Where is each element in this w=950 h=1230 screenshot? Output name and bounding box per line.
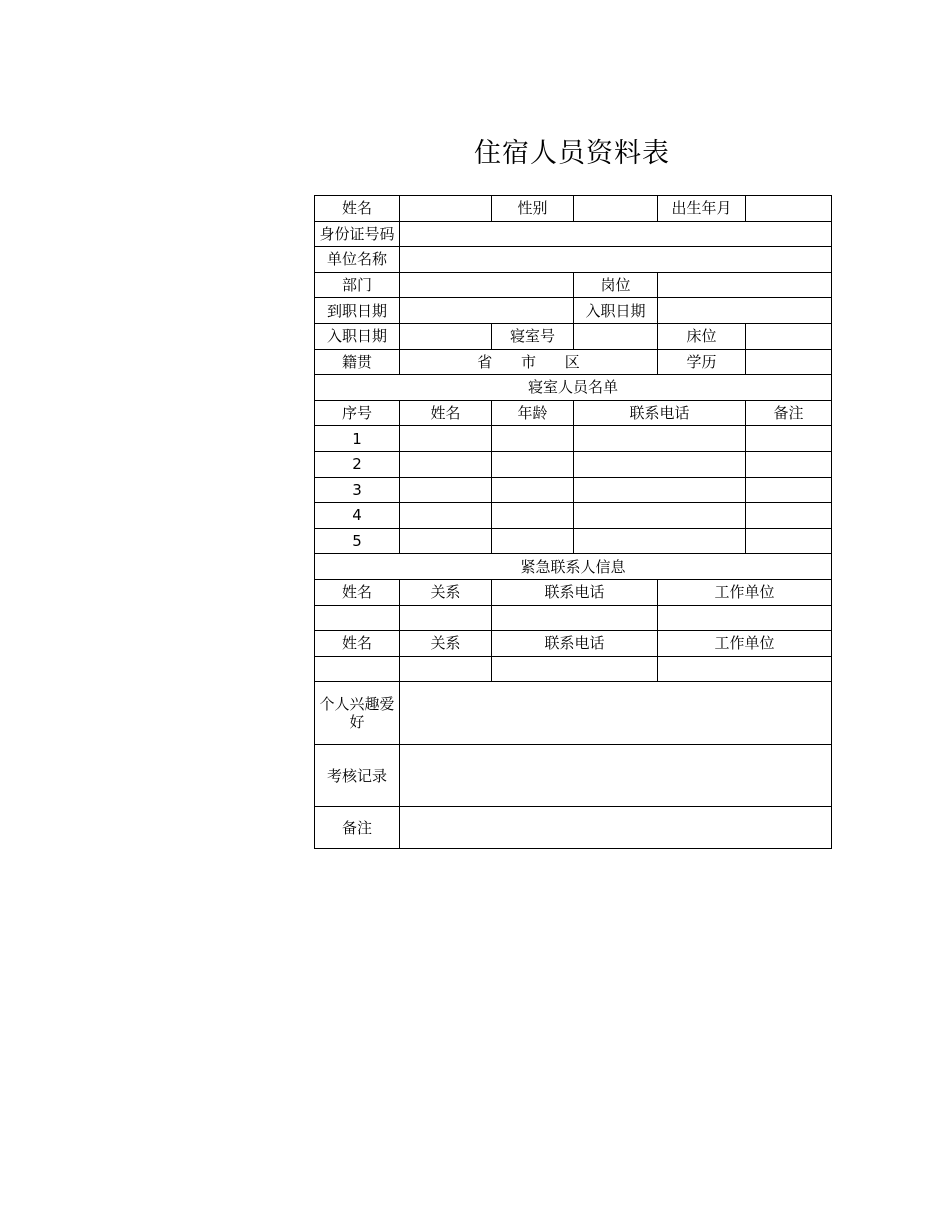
position-field[interactable] bbox=[658, 272, 832, 298]
row-hobbies bbox=[315, 682, 832, 745]
emergency-header-phone: 联系电话 bbox=[492, 631, 658, 657]
row-native-place bbox=[315, 349, 832, 375]
birth-field[interactable] bbox=[746, 196, 832, 222]
emergency-header-relation: 关系 bbox=[400, 631, 492, 657]
roommates-header-remark: 备注 bbox=[746, 400, 832, 426]
roommate-row bbox=[315, 451, 832, 477]
emergency-header-relation: 关系 bbox=[400, 579, 492, 605]
page-title: 住宿人员资料表 bbox=[474, 138, 670, 169]
entry-date-label: 入职日期 bbox=[574, 298, 658, 324]
roommate-phone-field[interactable] bbox=[574, 426, 746, 452]
roommates-section-title: 寝室人员名单 bbox=[315, 375, 832, 401]
id-number-field[interactable] bbox=[400, 221, 832, 247]
checkin-date-label: 入职日期 bbox=[315, 323, 400, 349]
name-label: 姓名 bbox=[315, 196, 400, 222]
emergency-company-field[interactable] bbox=[658, 605, 832, 631]
row-emergency-header bbox=[315, 579, 832, 605]
education-label: 学历 bbox=[658, 349, 746, 375]
row-basic-info bbox=[315, 196, 832, 222]
department-label: 部门 bbox=[315, 272, 400, 298]
company-label: 单位名称 bbox=[315, 247, 400, 273]
emergency-header-phone: 联系电话 bbox=[492, 579, 658, 605]
company-field[interactable] bbox=[400, 247, 832, 273]
emergency-header-name: 姓名 bbox=[315, 631, 400, 657]
bed-field[interactable] bbox=[746, 323, 832, 349]
row-emergency-title bbox=[315, 554, 832, 580]
roommate-name-field[interactable] bbox=[400, 477, 492, 503]
row-roommates-header bbox=[315, 400, 832, 426]
gender-label: 性别 bbox=[492, 196, 574, 222]
assessment-field[interactable] bbox=[400, 744, 832, 807]
roommate-index: 4 bbox=[315, 503, 400, 529]
hobbies-field[interactable] bbox=[400, 682, 832, 745]
row-dates bbox=[315, 298, 832, 324]
emergency-name-field[interactable] bbox=[315, 656, 400, 682]
emergency-name-field[interactable] bbox=[315, 605, 400, 631]
gender-field[interactable] bbox=[574, 196, 658, 222]
row-department bbox=[315, 272, 832, 298]
assessment-label: 考核记录 bbox=[315, 744, 400, 807]
resident-info-form bbox=[314, 195, 832, 849]
roommate-phone-field[interactable] bbox=[574, 477, 746, 503]
emergency-company-field[interactable] bbox=[658, 656, 832, 682]
native-place-field[interactable] bbox=[400, 349, 658, 375]
roommate-age-field[interactable] bbox=[492, 503, 574, 529]
remarks-field[interactable] bbox=[400, 807, 832, 849]
roommates-header-age: 年龄 bbox=[492, 400, 574, 426]
roommate-age-field[interactable] bbox=[492, 528, 574, 554]
roommate-name-field[interactable] bbox=[400, 451, 492, 477]
row-assessment bbox=[315, 744, 832, 807]
province-label: 省 bbox=[477, 352, 493, 371]
roommate-row bbox=[315, 528, 832, 554]
emergency-phone-field[interactable] bbox=[492, 605, 658, 631]
roommate-remark-field[interactable] bbox=[746, 503, 832, 529]
name-field[interactable] bbox=[400, 196, 492, 222]
roommate-phone-field[interactable] bbox=[574, 503, 746, 529]
birth-label: 出生年月 bbox=[658, 196, 746, 222]
roommate-index: 5 bbox=[315, 528, 400, 554]
emergency-section-title: 紧急联系人信息 bbox=[315, 554, 832, 580]
roommate-remark-field[interactable] bbox=[746, 426, 832, 452]
remarks-label: 备注 bbox=[315, 807, 400, 849]
roommate-remark-field[interactable] bbox=[746, 528, 832, 554]
roommates-header-index: 序号 bbox=[315, 400, 400, 426]
checkin-date-field[interactable] bbox=[400, 323, 492, 349]
room-no-label: 寝室号 bbox=[492, 323, 574, 349]
emergency-relation-field[interactable] bbox=[400, 656, 492, 682]
roommate-name-field[interactable] bbox=[400, 503, 492, 529]
row-emergency-header bbox=[315, 631, 832, 657]
emergency-header-company: 工作单位 bbox=[658, 579, 832, 605]
roommate-index: 1 bbox=[315, 426, 400, 452]
position-label: 岗位 bbox=[574, 272, 658, 298]
roommate-index: 2 bbox=[315, 451, 400, 477]
native-place-label: 籍贯 bbox=[315, 349, 400, 375]
roommate-row bbox=[315, 426, 832, 452]
row-company bbox=[315, 247, 832, 273]
id-number-label: 身份证号码 bbox=[315, 221, 400, 247]
entry-date-field[interactable] bbox=[658, 298, 832, 324]
roommate-age-field[interactable] bbox=[492, 426, 574, 452]
emergency-relation-field[interactable] bbox=[400, 605, 492, 631]
hobbies-label: 个人兴趣爱好 bbox=[315, 682, 400, 745]
city-label: 市 bbox=[520, 352, 536, 371]
roommate-row bbox=[315, 477, 832, 503]
arrival-date-label: 到职日期 bbox=[315, 298, 400, 324]
district-label: 区 bbox=[564, 352, 580, 371]
row-room bbox=[315, 323, 832, 349]
roommate-remark-field[interactable] bbox=[746, 451, 832, 477]
roommate-age-field[interactable] bbox=[492, 477, 574, 503]
emergency-header-name: 姓名 bbox=[315, 579, 400, 605]
emergency-contact-row bbox=[315, 605, 832, 631]
roommates-header-phone: 联系电话 bbox=[574, 400, 746, 426]
row-roommates-title bbox=[315, 375, 832, 401]
roommates-header-name: 姓名 bbox=[400, 400, 492, 426]
roommate-age-field[interactable] bbox=[492, 451, 574, 477]
row-id-number bbox=[315, 221, 832, 247]
room-no-field[interactable] bbox=[574, 323, 658, 349]
roommate-name-field[interactable] bbox=[400, 426, 492, 452]
roommate-phone-field[interactable] bbox=[574, 451, 746, 477]
arrival-date-field[interactable] bbox=[400, 298, 574, 324]
row-remarks bbox=[315, 807, 832, 849]
emergency-header-company: 工作单位 bbox=[658, 631, 832, 657]
roommate-remark-field[interactable] bbox=[746, 477, 832, 503]
roommate-row bbox=[315, 503, 832, 529]
education-field[interactable] bbox=[746, 349, 832, 375]
roommate-phone-field[interactable] bbox=[574, 528, 746, 554]
bed-label: 床位 bbox=[658, 323, 746, 349]
roommate-name-field[interactable] bbox=[400, 528, 492, 554]
emergency-phone-field[interactable] bbox=[492, 656, 658, 682]
department-field[interactable] bbox=[400, 272, 574, 298]
roommate-index: 3 bbox=[315, 477, 400, 503]
emergency-contact-row bbox=[315, 656, 832, 682]
